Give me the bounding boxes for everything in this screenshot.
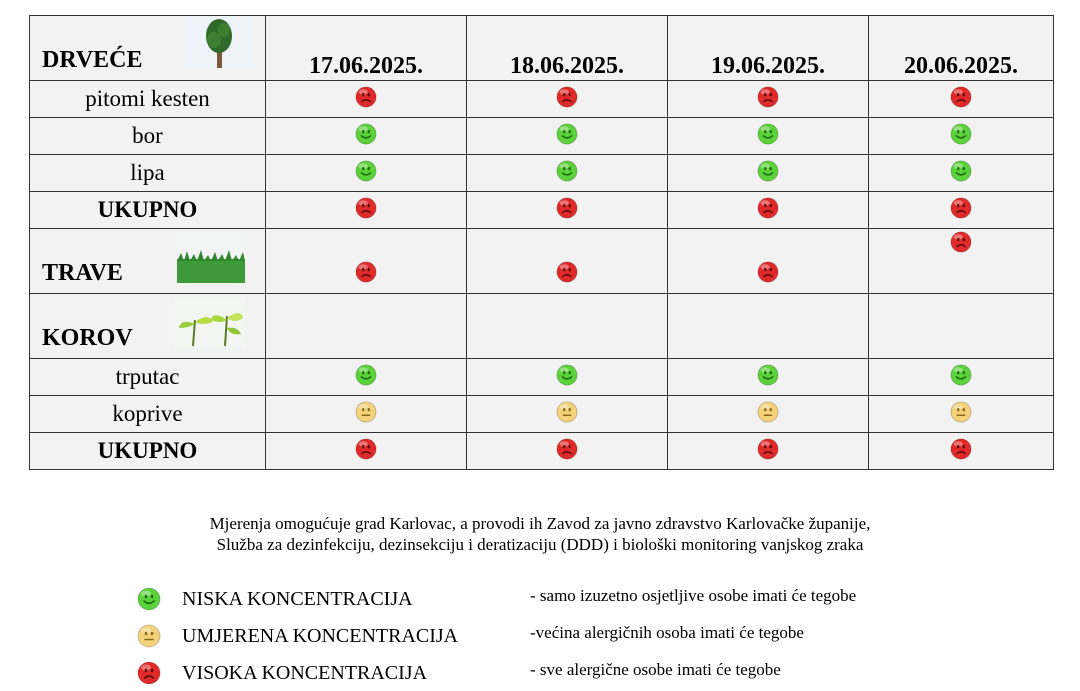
level-cell bbox=[467, 192, 668, 229]
sad-face-icon bbox=[355, 438, 377, 460]
level-cell bbox=[266, 155, 467, 192]
happy-face-icon bbox=[355, 364, 377, 386]
grasses-category-cell bbox=[30, 229, 266, 294]
table-row bbox=[30, 155, 1054, 192]
date-header: 19.06.2025. bbox=[668, 16, 869, 81]
plant-name: trputac bbox=[30, 359, 266, 396]
level-cell bbox=[668, 155, 869, 192]
level-cell bbox=[266, 359, 467, 396]
sad-face-icon bbox=[757, 197, 779, 219]
happy-face-icon bbox=[757, 364, 779, 386]
level-cell bbox=[668, 396, 869, 433]
sad-face-icon bbox=[950, 231, 972, 253]
sad-face-icon bbox=[137, 661, 161, 685]
legend-item-moderate bbox=[0, 622, 1080, 652]
date-header: 18.06.2025. bbox=[467, 16, 668, 81]
level-cell bbox=[467, 155, 668, 192]
weeds-category-label: KOROV bbox=[42, 325, 133, 351]
sad-face-icon bbox=[950, 86, 972, 108]
neutral-face-icon bbox=[355, 401, 377, 423]
table-row bbox=[30, 359, 1054, 396]
plant-name: pitomi kesten bbox=[30, 81, 266, 118]
sad-face-icon bbox=[556, 197, 578, 219]
weed-thumbnail-icon bbox=[175, 298, 245, 348]
note-line-1: Mjerenja omogućuje grad Karlovac, a provodi ih Zavod za javno zdravstvo Karlovačke županije, bbox=[209, 514, 871, 533]
level-cell bbox=[467, 396, 668, 433]
level-cell bbox=[869, 192, 1054, 229]
weeds-category-cell bbox=[30, 294, 266, 359]
sad-face-icon bbox=[556, 86, 578, 108]
trees-total-label: UKUPNO bbox=[30, 192, 266, 229]
table-row bbox=[30, 192, 1054, 229]
level-cell bbox=[869, 396, 1054, 433]
happy-face-icon bbox=[556, 364, 578, 386]
level-cell bbox=[668, 118, 869, 155]
empty-cell bbox=[467, 294, 668, 359]
happy-face-icon bbox=[137, 587, 161, 611]
level-cell bbox=[467, 229, 668, 294]
grasses-row bbox=[30, 229, 1054, 294]
sad-face-icon bbox=[757, 438, 779, 460]
sad-face-icon bbox=[950, 197, 972, 219]
neutral-face-icon bbox=[556, 401, 578, 423]
level-cell bbox=[467, 433, 668, 470]
level-cell bbox=[668, 433, 869, 470]
legend-name: NISKA KONCENTRACIJA bbox=[182, 588, 413, 610]
sad-face-icon bbox=[757, 86, 779, 108]
level-cell bbox=[869, 433, 1054, 470]
tree-thumbnail-icon bbox=[186, 16, 253, 68]
table-row bbox=[30, 433, 1054, 470]
level-cell bbox=[869, 118, 1054, 155]
empty-cell bbox=[668, 294, 869, 359]
grass-thumbnail-icon bbox=[177, 231, 245, 283]
empty-cell bbox=[869, 294, 1054, 359]
happy-face-icon bbox=[355, 160, 377, 182]
level-cell bbox=[266, 229, 467, 294]
pollen-table bbox=[29, 15, 1054, 470]
sad-face-icon bbox=[355, 197, 377, 219]
table-row bbox=[30, 396, 1054, 433]
legend-description: - sve alergične osobe imati će tegobe bbox=[530, 660, 781, 679]
sad-face-icon bbox=[757, 261, 779, 283]
level-cell bbox=[869, 229, 1054, 294]
table-row bbox=[30, 81, 1054, 118]
level-cell bbox=[266, 81, 467, 118]
legend-item-low bbox=[0, 585, 1080, 615]
level-cell bbox=[869, 81, 1054, 118]
level-cell bbox=[266, 433, 467, 470]
sad-face-icon bbox=[355, 86, 377, 108]
happy-face-icon bbox=[556, 160, 578, 182]
trees-category-cell bbox=[30, 16, 266, 81]
happy-face-icon bbox=[950, 123, 972, 145]
date-header: 20.06.2025. bbox=[869, 16, 1054, 81]
plant-name: bor bbox=[30, 118, 266, 155]
level-cell bbox=[668, 81, 869, 118]
happy-face-icon bbox=[757, 123, 779, 145]
level-cell bbox=[668, 229, 869, 294]
happy-face-icon bbox=[757, 160, 779, 182]
sad-face-icon bbox=[556, 261, 578, 283]
happy-face-icon bbox=[556, 123, 578, 145]
table-header-row bbox=[30, 16, 1054, 81]
measurement-note bbox=[0, 513, 1080, 555]
neutral-face-icon bbox=[757, 401, 779, 423]
sad-face-icon bbox=[950, 438, 972, 460]
level-cell bbox=[467, 359, 668, 396]
plant-name: koprive bbox=[30, 396, 266, 433]
empty-cell bbox=[266, 294, 467, 359]
legend-item-high bbox=[0, 659, 1080, 689]
happy-face-icon bbox=[950, 160, 972, 182]
level-cell bbox=[266, 192, 467, 229]
plant-name: lipa bbox=[30, 155, 266, 192]
trees-category-label: DRVEĆE bbox=[42, 47, 143, 73]
level-cell bbox=[668, 359, 869, 396]
table-row bbox=[30, 118, 1054, 155]
neutral-face-icon bbox=[950, 401, 972, 423]
happy-face-icon bbox=[950, 364, 972, 386]
level-cell bbox=[869, 155, 1054, 192]
legend-name: UMJERENA KONCENTRACIJA bbox=[182, 625, 459, 647]
grasses-category-label: TRAVE bbox=[42, 260, 123, 286]
level-cell bbox=[869, 359, 1054, 396]
note-line-2: Služba za dezinfekciju, dezinsekciju i deratizaciju (DDD) i biološki monitoring vanjskog zraka bbox=[216, 535, 864, 554]
sad-face-icon bbox=[556, 438, 578, 460]
sad-face-icon bbox=[355, 261, 377, 283]
level-cell bbox=[266, 396, 467, 433]
happy-face-icon bbox=[355, 123, 377, 145]
weeds-total-label: UKUPNO bbox=[30, 433, 266, 470]
date-header: 17.06.2025. bbox=[266, 16, 467, 81]
legend-name: VISOKA KONCENTRACIJA bbox=[182, 662, 428, 684]
legend-description: - samo izuzetno osjetljive osobe imati će tegobe bbox=[530, 586, 857, 605]
level-cell bbox=[467, 81, 668, 118]
level-cell bbox=[467, 118, 668, 155]
weeds-header-row bbox=[30, 294, 1054, 359]
neutral-face-icon bbox=[137, 624, 161, 648]
level-cell bbox=[668, 192, 869, 229]
legend-description: -većina alergičnih osoba imati će tegobe bbox=[530, 623, 804, 642]
level-cell bbox=[266, 118, 467, 155]
